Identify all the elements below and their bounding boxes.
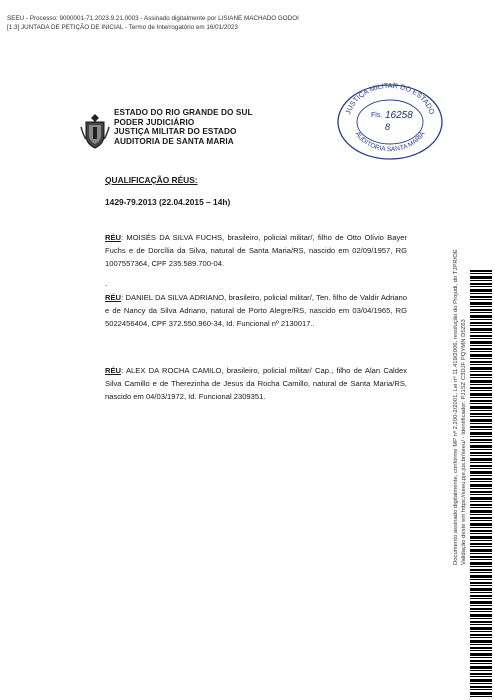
- barcode: [470, 270, 492, 698]
- process-number: 1429-79.2013 (22.04.2015 – 14h): [105, 197, 231, 207]
- digital-signature-sidebar: [452, 249, 468, 565]
- defendant-paragraph: [105, 291, 407, 331]
- system-header-line-2: [1.3] JUNTADA DE PETIÇÃO DE INICIAL - Termo de Interrogatório em 16/01/2023: [7, 24, 238, 31]
- stray-mark: .: [105, 279, 108, 288]
- system-header-line-1: SEEU - Processo: 9000001-71.2023.9.21.0003 - Assinado digitalmente por LISIANE MACHADO GODOI: [7, 15, 299, 22]
- defendant-paragraph: [105, 364, 407, 404]
- letterhead-branch: PODER JUDICIÁRIO: [114, 117, 195, 127]
- signature-line-2: Validação deste em https://seeu.pje.jus.br/seeu/ - Identificador: PJ1SZ C3DJF PQYMN D5Z63: [461, 319, 467, 565]
- letterhead-court: JUSTIÇA MILITAR DO ESTADO: [114, 127, 237, 137]
- defendant-label: RÉU: [105, 233, 122, 242]
- letterhead-state: ESTADO DO RIO GRANDE DO SUL: [114, 108, 253, 117]
- signature-line-1: Documento assinado digitalmente, conforme MP nº 2.200-2/2001, Lei nº 11.419/2006, resolução do Projudi, do TJPR/OE: [453, 249, 459, 565]
- stamp-top-text: JUSTIÇA MILITAR DO ESTADO: [343, 82, 437, 116]
- stamp-rubric: 8: [385, 122, 391, 132]
- svg-text:AUDITORIA SANTA MARIA: [354, 130, 427, 153]
- stamp-folio-number: 16258: [385, 110, 413, 121]
- letterhead-auditoria: AUDITORIA DE SANTA MARIA: [114, 136, 234, 146]
- stamp-bottom-text: AUDITORIA SANTA MARIA: [353, 130, 427, 154]
- state-coat-of-arms-icon: [80, 113, 110, 149]
- qualification-title: QUALIFICAÇÃO RÉUS:: [105, 175, 198, 185]
- defendant-label: RÉU: [105, 366, 122, 375]
- defendant-label: RÉU: [105, 293, 122, 302]
- defendant-text: : ALEX DA ROCHA CAMILO, brasileiro, policial militar/ Cap., filho de Alan Caldex Silva Camillo e de Therezinha de Jesus da Rocha Camillo, natural de Santa Maria/RS, nascido em 04/03/1972, Id. Funcional 2309351.: [105, 366, 407, 402]
- stamp-fl-label: Fls.: [371, 112, 383, 119]
- letterhead: [114, 108, 253, 146]
- defendant-text: : DANIEL DA SILVA ADRIANO, brasileiro, policial militar/, Ten. filho de Valdir Adriano e de Nancy da Silva Adriano, natural de Porto Alegre/RS, nascido em 03/04/1965, RG 5022456404, CPF 372.550.960-34, Id. Funcional nº 2130017..: [105, 293, 407, 329]
- court-seal-stamp: [335, 82, 445, 162]
- defendant-text: : MOISÉS DA SILVA FUCHS, brasileiro, policial militar/, filho de Otto Olívio Bayer Fuchs e de Dorcília da Silva, natural de Santa Maria/RS, nascido em 02/09/1957, RG 1007557364, CPF 235.589.700-04.: [105, 233, 407, 269]
- defendant-paragraph: [105, 231, 407, 271]
